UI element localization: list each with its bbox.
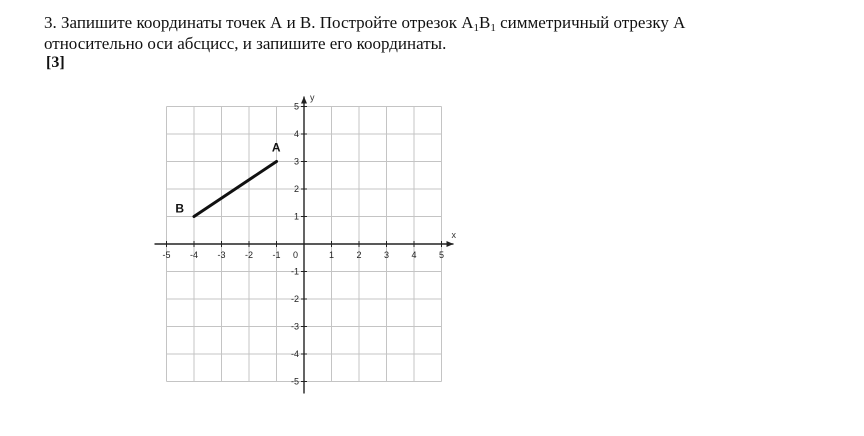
subscript-2: 1 <box>490 22 496 34</box>
tick-labels <box>162 93 456 387</box>
y-tick-label: -4 <box>290 349 299 359</box>
y-tick-label: 3 <box>293 156 299 167</box>
point-label-a: A <box>271 140 281 155</box>
x-tick-label: 4 <box>411 250 417 260</box>
y-tick-label: -3 <box>290 321 299 332</box>
y-tick-label: 1 <box>293 211 299 222</box>
task-line-1-start: 3. Запишите координаты точек А и В. Постройте отрезок А <box>44 13 474 32</box>
x-tick-label: 1 <box>328 250 335 260</box>
point-label-b: B <box>175 201 184 216</box>
origin-label: 0 <box>292 250 298 260</box>
score-label: [3] <box>46 54 65 71</box>
x-tick-label: 2 <box>356 250 362 260</box>
y-axis-label: y <box>310 92 315 103</box>
y-tick-label: -1 <box>290 266 299 277</box>
x-tick-label: 3 <box>383 250 390 260</box>
x-tick-label: 5 <box>438 250 445 260</box>
y-tick-label: -2 <box>290 294 299 304</box>
x-tick-label: -3 <box>217 250 226 260</box>
x-axis-arrow <box>447 241 454 247</box>
y-tick-label: 4 <box>293 129 299 139</box>
x-tick-label: -4 <box>189 250 199 260</box>
y-tick-label: 5 <box>293 101 299 112</box>
x-tick-label: -5 <box>162 250 171 260</box>
x-axis-label: x <box>451 230 456 240</box>
task-line-2: относительно оси абсцисс, и запишите его координаты. <box>44 34 447 53</box>
y-tick-label: 2 <box>293 184 299 194</box>
task-letter-b: В <box>479 13 491 32</box>
y-axis-arrow <box>301 97 307 104</box>
task-line-1-end: симметричный отрезку А <box>495 13 686 32</box>
points <box>175 141 281 216</box>
x-tick-label: -1 <box>272 250 281 260</box>
subscript-1: 1 <box>473 22 480 34</box>
y-tick-label: -5 <box>290 376 299 387</box>
x-tick-label: -2 <box>244 250 254 260</box>
axes <box>155 97 454 394</box>
